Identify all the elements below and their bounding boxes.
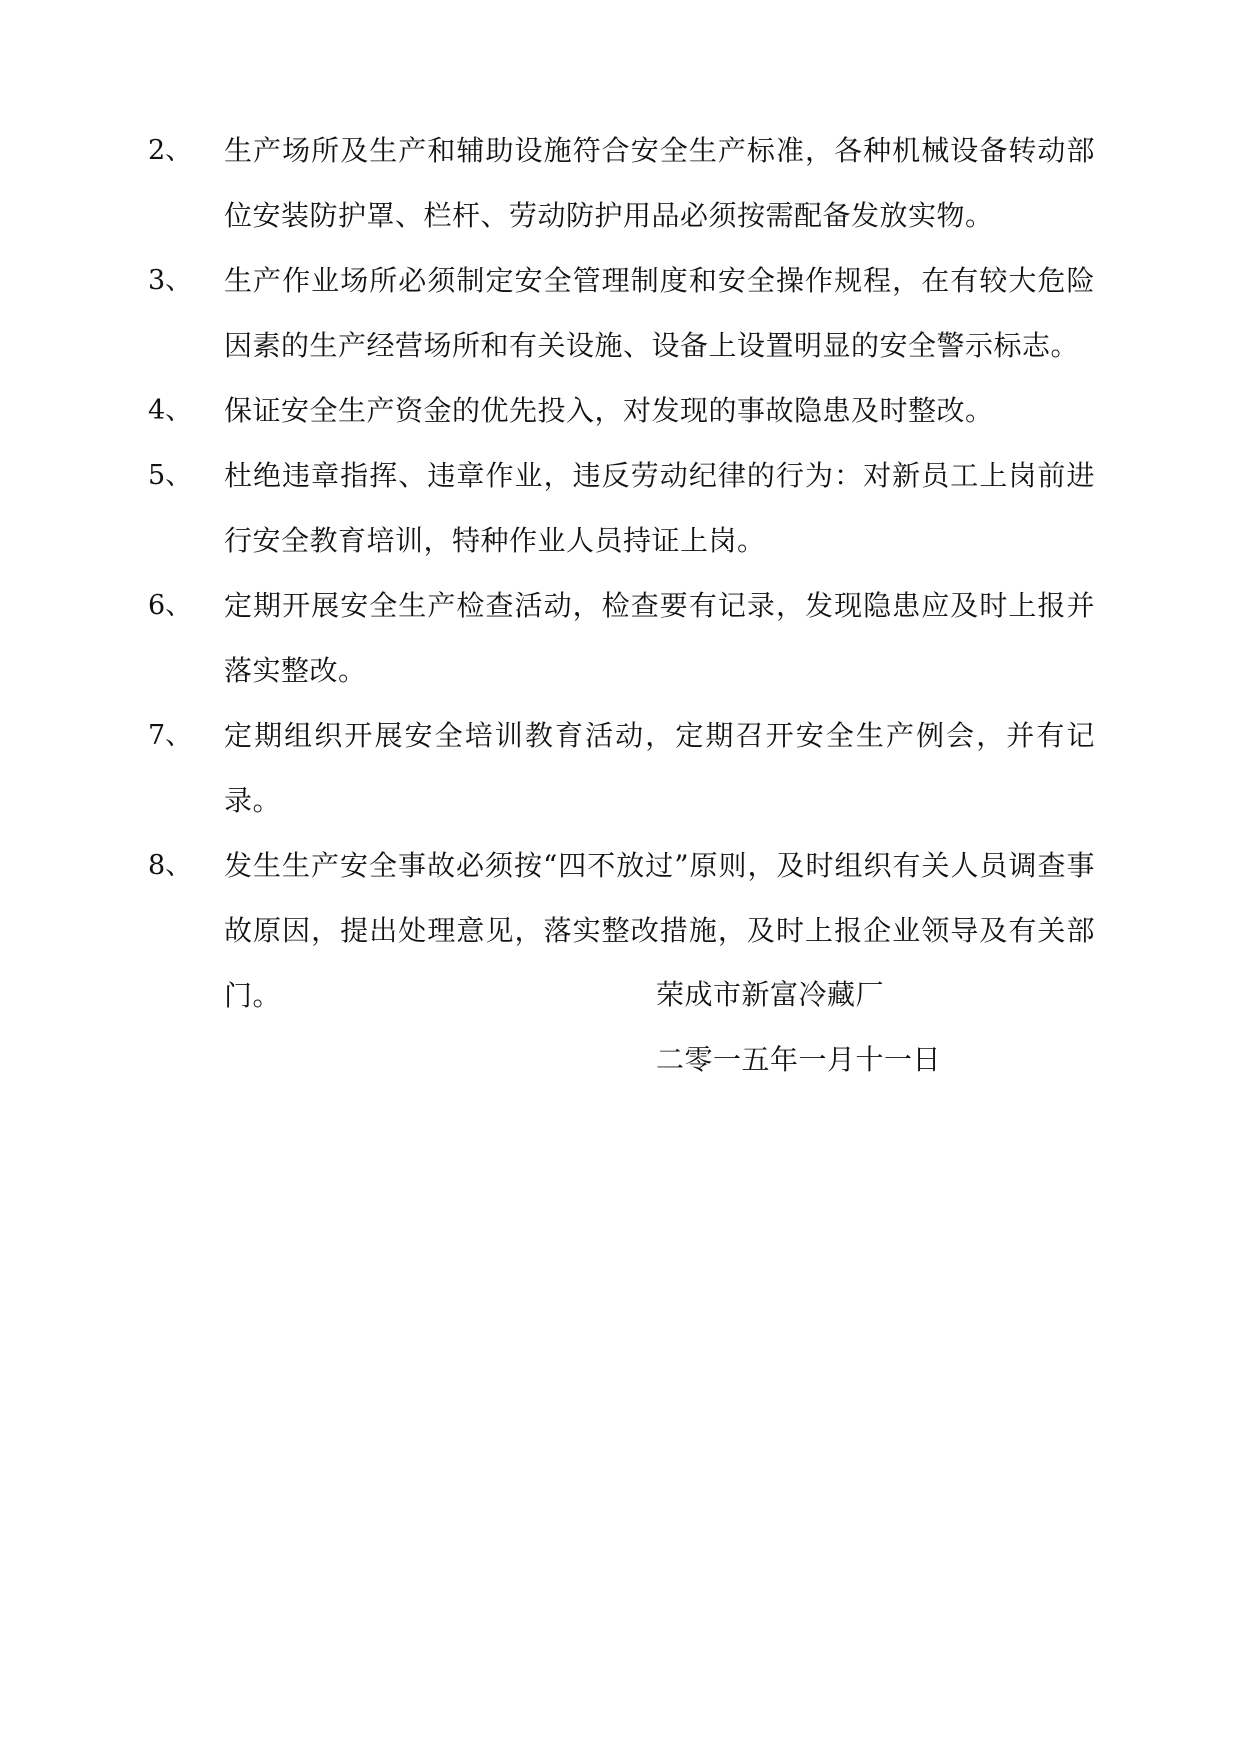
item-text: 生产场所及生产和辅助设施符合安全生产标准，各种机械设备转动部位安装防护罩、栏杆、劳动防护用品必须按需配备发放实物。 [224,134,1095,232]
item-text: 发生生产安全事故必须按“四不放过”原则，及时组织有关人员调查事故原因，提出处理意见，落实整改措施，及时上报企业领导及有关部门。 [224,849,1095,1012]
item-number: 6、 [148,590,193,621]
list-item [0,833,1241,1028]
item-number: 3、 [148,265,193,296]
regulation-list [0,118,1241,1028]
signature-organization: 荣成市新富冷藏厂 [656,978,885,1011]
item-text: 保证安全生产资金的优先投入，对发现的事故隐患及时整改。 [224,394,994,427]
item-number: 2、 [148,135,193,166]
list-item [0,703,1241,833]
item-number: 5、 [148,460,193,491]
list-item [0,443,1241,573]
signature-block [656,962,941,1092]
item-text: 定期组织开展安全培训教育活动，定期召开安全生产例会，并有记录。 [224,719,1095,817]
list-item [0,573,1241,703]
list-item [0,248,1241,378]
item-number: 8、 [148,850,193,881]
item-text: 杜绝违章指挥、违章作业，违反劳动纪律的行为：对新员工上岗前进行安全教育培训，特种作业人员持证上岗。 [224,459,1095,557]
signature-date: 二零一五年一月十一日 [656,1043,942,1076]
item-number: 4、 [148,395,193,426]
item-number: 7、 [148,720,193,751]
item-text: 生产作业场所必须制定安全管理制度和安全操作规程，在有较大危险因素的生产经营场所和有关设施、设备上设置明显的安全警示标志。 [224,264,1095,362]
list-item [0,378,1241,443]
list-item [0,118,1241,248]
item-text: 定期开展安全生产检查活动，检查要有记录，发现隐患应及时上报并落实整改。 [224,589,1095,687]
